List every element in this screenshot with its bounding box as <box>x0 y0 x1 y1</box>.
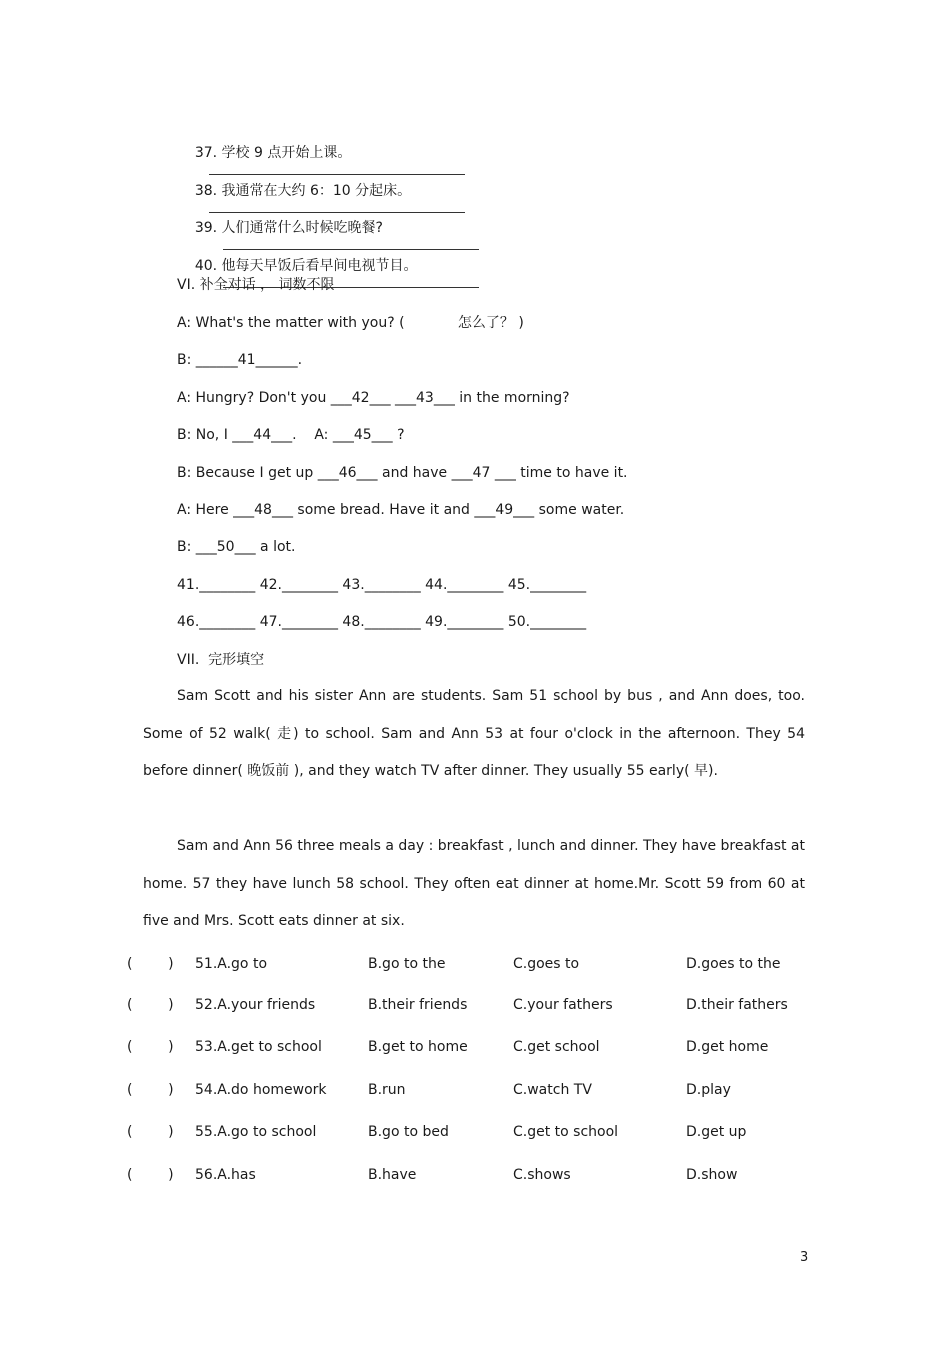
option-b: B.their friends <box>368 997 468 1013</box>
option-a: 55.A.go to school <box>195 1124 317 1140</box>
option-c: C.get to school <box>513 1124 619 1140</box>
answer-paren[interactable]: ( ) <box>127 1039 174 1055</box>
dialogue-line: A: Hungry? Don't you ___42___ ___43___ in the morning? <box>177 390 570 406</box>
cloze-paragraph <box>143 678 805 791</box>
translation-label: 40. 他每天早饭后看早间电视节目。 <box>194 258 418 274</box>
translation-item <box>177 239 479 311</box>
answer-paren[interactable]: ( ) <box>127 997 174 1013</box>
translation-label: 37. 学校 9 点开始上课。 <box>194 145 352 161</box>
section-heading: VI. 补全对话 ， 词数不限 <box>177 277 335 293</box>
answer-paren[interactable]: ( ) <box>127 1124 174 1140</box>
option-c: C.get school <box>513 1039 600 1055</box>
answer-paren[interactable]: ( ) <box>127 1082 174 1098</box>
option-d: D.get home <box>686 1039 769 1055</box>
option-a: 54.A.do homework <box>195 1082 327 1098</box>
page-number: 3 <box>800 1250 809 1265</box>
option-d: D.play <box>686 1082 731 1098</box>
option-b: B.go to bed <box>368 1124 449 1140</box>
section-heading: VII. 完形填空 <box>177 652 265 668</box>
option-a: 56.A.has <box>195 1167 256 1183</box>
cloze-text: Sam and Ann 56 three meals a day : breakfast , lunch and dinner. They have breakfast at home. 57 they have lunch 58 school. They often eat dinner at home.Mr. Scott 59 from 60 at five and Mrs. Scott eats dinner at six. <box>143 838 805 929</box>
option-c: C.goes to <box>513 956 580 972</box>
dialogue-line: B: Because I get up ___46___ and have ___47 ___ time to have it. <box>177 465 628 481</box>
option-c: C.your fathers <box>513 997 613 1013</box>
option-b: B.run <box>368 1082 406 1098</box>
option-b: B.get to home <box>368 1039 468 1055</box>
translation-label: 39. 人们通常什么时候吃晚餐? <box>194 220 383 236</box>
answer-paren[interactable]: ( ) <box>127 1167 174 1183</box>
option-b: B.go to the <box>368 956 446 972</box>
answer-paren[interactable]: ( ) <box>127 956 174 972</box>
option-c: C.watch TV <box>513 1082 592 1098</box>
option-d: D.goes to the <box>686 956 781 972</box>
cloze-paragraph <box>143 828 805 941</box>
option-d: D.show <box>686 1167 738 1183</box>
answer-row[interactable]: 46.________ 47.________ 48.________ 49.________ 50.________ <box>177 614 587 630</box>
option-a: 53.A.get to school <box>195 1039 322 1055</box>
dialogue-line: B: No, I ___44___. A: ___45___ ? <box>177 427 405 443</box>
translation-label: 38. 我通常在大约 6：10 分起床。 <box>194 183 412 199</box>
answer-row[interactable]: 41.________ 42.________ 43.________ 44.________ 45.________ <box>177 577 587 593</box>
option-d: D.get up <box>686 1124 747 1140</box>
dialogue-line: B: ___50___ a lot. <box>177 539 296 555</box>
option-d: D.their fathers <box>686 997 788 1013</box>
option-a: 52.A.your friends <box>195 997 316 1013</box>
option-c: C.shows <box>513 1167 571 1183</box>
dialogue-line: A: What's the matter with you? ( 怎么了？ ) <box>177 315 524 331</box>
cloze-text: Sam Scott and his sister Ann are students. Sam 51 school by bus , and Ann does, too. Some of 52 walk( 走) to school. Sam and Ann 53 at four o'clock in the afternoon. They 54 before dinner( 晚饭前 ), and they watch TV after dinner. They usually 55 early( 早). <box>143 688 805 779</box>
option-b: B.have <box>368 1167 417 1183</box>
option-a: 51.A.go to <box>195 956 268 972</box>
dialogue-line: B: ______41______. <box>177 352 303 368</box>
dialogue-line: A: Here ___48___ some bread. Have it and ___49___ some water. <box>177 502 625 518</box>
